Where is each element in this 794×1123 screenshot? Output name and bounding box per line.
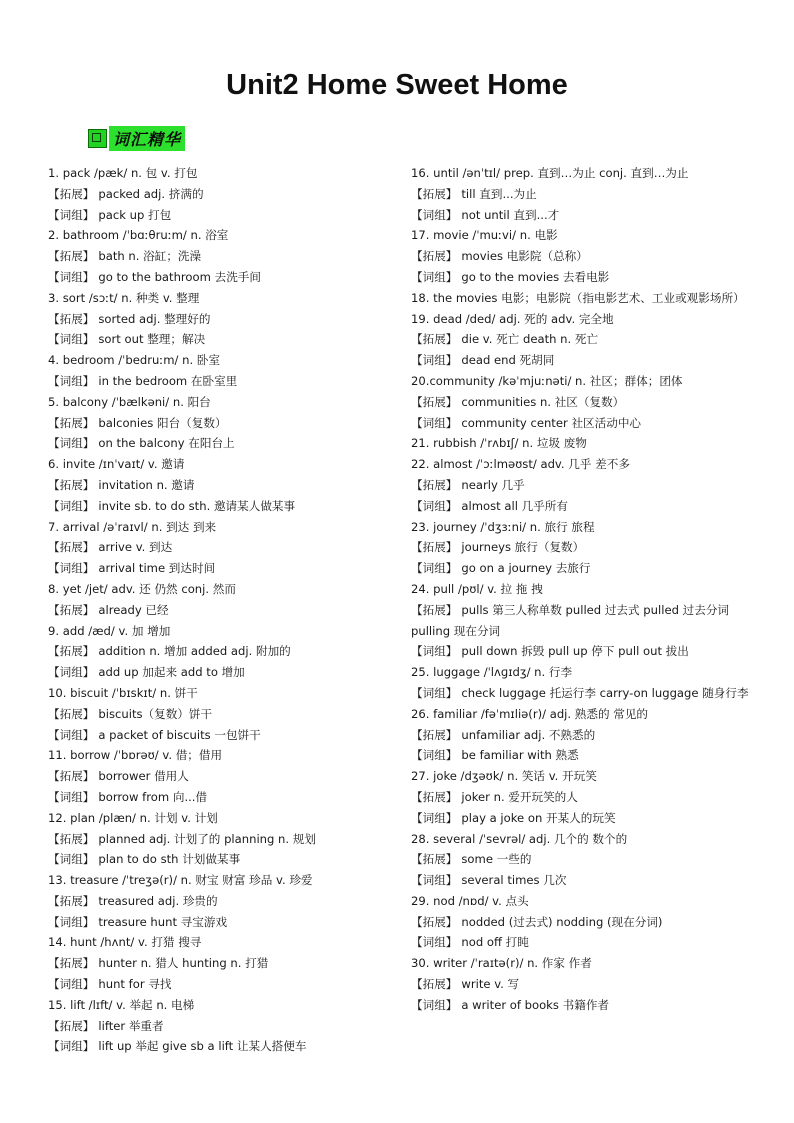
- vocab-detail-line: [48, 704, 408, 725]
- line-tag: 【词组】: [48, 436, 95, 451]
- line-text: bath n. 浴缸；洗澡: [98, 249, 202, 264]
- line-text: treasure hunt 寻宝游戏: [98, 914, 228, 929]
- line-tag: 【拓展】: [48, 1018, 95, 1033]
- line-tag: 【拓展】: [411, 914, 458, 929]
- vocab-entry: [411, 579, 761, 600]
- vocab-detail-line: [48, 787, 408, 808]
- line-text: 16. until /ənˈtɪl/ prep. 直到…为止 conj. 直到…为止: [411, 166, 689, 180]
- vocab-entry: [411, 662, 761, 683]
- vocab-detail-line: [48, 849, 408, 870]
- vocab-entry: [411, 766, 761, 787]
- vocab-detail-line: [411, 974, 761, 995]
- line-tag: 【词组】: [411, 997, 458, 1012]
- vocab-detail-line: [411, 267, 761, 288]
- line-tag: 【词组】: [411, 644, 458, 659]
- line-text: a writer of books 书籍作者: [461, 997, 610, 1012]
- line-text: 27. joke /dʒəʊk/ n. 笑话 v. 开玩笑: [411, 769, 597, 784]
- vocab-entry: [48, 392, 408, 413]
- vocab-detail-line: [48, 475, 408, 496]
- line-tag: 【拓展】: [48, 602, 95, 617]
- line-text: 26. familiar /fəˈmɪliə(r)/ adj. 熟悉的 常见的: [411, 706, 649, 721]
- vocab-detail-line: [411, 870, 761, 891]
- line-text: lifter 举重者: [98, 1018, 164, 1033]
- line-tag: 【词组】: [411, 269, 458, 284]
- line-tag: 【词组】: [48, 1039, 95, 1054]
- vocab-detail-line: [48, 267, 408, 288]
- vocab-column-left: [48, 163, 408, 1057]
- line-text: 17. movie /ˈmuːvi/ n. 电影: [411, 228, 558, 243]
- line-text: 20.community /kəˈmjuːnəti/ n. 社区；群体；团体: [411, 373, 683, 388]
- vocab-detail-line: [48, 953, 408, 974]
- vocab-entry: [48, 683, 408, 704]
- line-text: lift up 举起 give sb a lift 让某人搭便车: [98, 1039, 307, 1054]
- line-tag: 【拓展】: [48, 311, 95, 326]
- line-tag: 【拓展】: [411, 852, 458, 867]
- vocab-column-right: [411, 163, 761, 1016]
- line-text: dead end 死胡同: [461, 353, 555, 368]
- vocab-entry: [411, 309, 761, 330]
- line-text: go on a journey 去旅行: [461, 561, 591, 576]
- line-tag: 【拓展】: [411, 540, 458, 555]
- line-text: on the balcony 在阳台上: [98, 436, 235, 451]
- line-tag: 【词组】: [411, 498, 458, 513]
- vocab-detail-line: [411, 205, 761, 226]
- vocab-detail-line: [411, 995, 761, 1016]
- vocab-entry: [48, 808, 408, 829]
- line-tag: 【词组】: [411, 873, 458, 888]
- line-text: 29. nod /nɒd/ v. 点头: [411, 893, 529, 908]
- line-tag: 【拓展】: [411, 394, 458, 409]
- vocab-entry: [48, 995, 408, 1016]
- vocab-detail-line: [48, 558, 408, 579]
- line-text: arrive v. 到达: [98, 540, 173, 555]
- line-text: borrow from 向...借: [98, 789, 208, 804]
- line-text: community center 社区活动中心: [461, 415, 642, 430]
- vocab-entry: [411, 891, 761, 912]
- line-tag: 【拓展】: [48, 415, 95, 430]
- vocab-detail-line: [48, 496, 408, 517]
- line-text: 1. pack /pæk/ n. 包 v. 打包: [48, 166, 198, 180]
- vocab-entry: [48, 225, 408, 246]
- line-text: communities n. 社区（复数）: [461, 394, 625, 409]
- line-text: invite sb. to do sth. 邀请某人做某事: [98, 498, 296, 513]
- vocab-detail-line: [411, 808, 761, 829]
- line-text: 13. treasure /ˈtreʒə(r)/ n. 财宝 财富 珍品 v. 珍爱: [48, 873, 313, 888]
- line-text: 2. bathroom /ˈbɑːθruːm/ n. 浴室: [48, 228, 229, 243]
- line-tag: 【词组】: [48, 727, 95, 742]
- vocab-detail-line: [411, 537, 761, 558]
- line-tag: 【拓展】: [411, 477, 458, 492]
- line-text: 21. rubbish /ˈrʌbɪʃ/ n. 垃圾 废物: [411, 436, 587, 451]
- vocab-detail-line: [48, 829, 408, 850]
- line-text: nodded (过去式) nodding (现在分词): [461, 914, 663, 929]
- line-tag: 【词组】: [48, 852, 95, 867]
- vocab-entry: [48, 350, 408, 371]
- line-text: till 直到...为止: [461, 186, 537, 201]
- line-text: several times 几次: [461, 873, 567, 888]
- line-tag: 【词组】: [48, 373, 95, 388]
- line-tag: 【拓展】: [48, 831, 95, 846]
- line-text: 28. several /ˈsevrəl/ adj. 几个的 数个的: [411, 831, 628, 846]
- book-icon: [88, 129, 107, 148]
- vocab-entry: [48, 517, 408, 538]
- line-text: 5. balcony /ˈbælkəni/ n. 阳台: [48, 394, 211, 409]
- vocab-detail-line: [48, 205, 408, 226]
- line-text: planned adj. 计划了的 planning n. 规划: [98, 831, 316, 846]
- section-header: [88, 126, 185, 151]
- vocab-detail-line: [411, 912, 761, 933]
- vocab-detail-line: [48, 413, 408, 434]
- vocab-detail-line: [411, 413, 761, 434]
- line-text: sorted adj. 整理好的: [98, 311, 211, 326]
- line-tag: 【拓展】: [48, 249, 95, 264]
- line-tag: 【拓展】: [411, 332, 458, 347]
- line-text: not until 直到...才: [461, 207, 560, 222]
- vocab-detail-line: [411, 496, 761, 517]
- line-tag: 【词组】: [411, 748, 458, 763]
- vocab-detail-line: [48, 329, 408, 350]
- line-text: balconies 阳台（复数）: [98, 415, 227, 430]
- line-tag: 【拓展】: [411, 249, 458, 264]
- line-tag: 【词组】: [411, 810, 458, 825]
- vocab-detail-line: [48, 641, 408, 662]
- line-text: movies 电影院（总称）: [461, 249, 588, 264]
- vocab-entry: [411, 225, 761, 246]
- line-text: 7. arrival /əˈraɪvl/ n. 到达 到来: [48, 519, 217, 534]
- line-text: 10. biscuit /ˈbɪskɪt/ n. 饼干: [48, 685, 198, 700]
- vocab-detail-line: [48, 725, 408, 746]
- vocab-detail-line: [48, 433, 408, 454]
- vocab-detail-line: [48, 662, 408, 683]
- line-text: 18. the movies 电影；电影院（指电影艺术、工业或观影场所）: [411, 290, 745, 305]
- vocab-detail-line: [411, 350, 761, 371]
- line-text: write v. 写: [461, 977, 520, 992]
- vocab-detail-line: [48, 1036, 408, 1057]
- vocab-entry: [48, 163, 408, 184]
- vocab-detail-line: [411, 184, 761, 205]
- vocab-entry: [411, 371, 761, 392]
- vocab-detail-line: [48, 246, 408, 267]
- line-tag: 【词组】: [48, 914, 95, 929]
- line-tag: 【拓展】: [48, 706, 95, 721]
- line-text: biscuits（复数）饼干: [98, 706, 213, 721]
- line-text: pulls 第三人称单数 pulled 过去式 pulled 过去分词 pulling 现在分词: [411, 602, 730, 638]
- vocab-entry: [48, 870, 408, 891]
- line-text: 30. writer /ˈraɪtə(r)/ n. 作家 作者: [411, 956, 592, 971]
- line-text: hunter n. 猎人 hunting n. 打猎: [98, 956, 269, 971]
- vocab-entry: [411, 953, 761, 974]
- vocab-entry: [411, 517, 761, 538]
- line-tag: 【词组】: [48, 665, 95, 680]
- line-tag: 【拓展】: [411, 977, 458, 992]
- line-text: 11. borrow /ˈbɒrəʊ/ v. 借；借用: [48, 748, 223, 763]
- line-text: 19. dead /ded/ adj. 死的 adv. 完全地: [411, 311, 614, 326]
- line-text: invitation n. 邀请: [98, 477, 195, 492]
- line-tag: 【词组】: [411, 561, 458, 576]
- line-text: in the bedroom 在卧室里: [98, 373, 238, 388]
- line-text: unfamiliar adj. 不熟悉的: [461, 727, 596, 742]
- line-text: some 一些的: [461, 852, 532, 867]
- vocab-entry: [48, 288, 408, 309]
- vocab-detail-line: [411, 558, 761, 579]
- line-text: 4. bedroom /ˈbedruːm/ n. 卧室: [48, 353, 221, 368]
- line-text: joker n. 爱开玩笑的人: [461, 789, 578, 804]
- line-tag: 【拓展】: [48, 769, 95, 784]
- vocab-detail-line: [411, 475, 761, 496]
- line-tag: 【词组】: [48, 561, 95, 576]
- vocab-entry: [48, 579, 408, 600]
- line-text: 24. pull /pʊl/ v. 拉 拖 拽: [411, 581, 543, 596]
- line-tag: 【词组】: [411, 207, 458, 222]
- line-tag: 【词组】: [48, 207, 95, 222]
- vocab-detail-line: [48, 537, 408, 558]
- line-tag: 【拓展】: [48, 186, 95, 201]
- line-text: 12. plan /plæn/ n. 计划 v. 计划: [48, 810, 218, 825]
- vocab-detail-line: [48, 309, 408, 330]
- vocab-detail-line: [411, 725, 761, 746]
- line-text: hunt for 寻找: [98, 977, 172, 992]
- line-tag: 【拓展】: [411, 602, 458, 617]
- line-text: 23. journey /ˈdʒɜːni/ n. 旅行 旅程: [411, 519, 595, 534]
- vocab-detail-line: [411, 641, 761, 662]
- line-text: nearly 几乎: [461, 477, 525, 492]
- vocab-detail-line: [48, 184, 408, 205]
- line-text: 9. add /æd/ v. 加 增加: [48, 623, 171, 638]
- vocab-detail-line: [48, 891, 408, 912]
- line-text: check luggage 托运行李 carry-on luggage 随身行李: [461, 685, 749, 700]
- line-text: pack up 打包: [98, 207, 172, 222]
- vocab-entry: [411, 829, 761, 850]
- line-tag: 【词组】: [48, 332, 95, 347]
- vocab-detail-line: [48, 371, 408, 392]
- line-text: already 已经: [98, 602, 169, 617]
- vocab-detail-line: [411, 787, 761, 808]
- line-text: arrival time 到达时间: [98, 561, 216, 576]
- line-text: 25. luggage /ˈlʌɡɪdʒ/ n. 行李: [411, 665, 573, 680]
- vocab-detail-line: [48, 1016, 408, 1037]
- line-tag: 【拓展】: [411, 789, 458, 804]
- vocab-entry: [411, 433, 761, 454]
- line-tag: 【拓展】: [48, 893, 95, 908]
- line-text: 14. hunt /hʌnt/ v. 打猎 搜寻: [48, 935, 202, 950]
- line-text: die v. 死亡 death n. 死亡: [461, 332, 599, 347]
- vocab-detail-line: [411, 246, 761, 267]
- line-tag: 【拓展】: [48, 540, 95, 555]
- line-text: packed adj. 挤满的: [98, 186, 204, 201]
- vocab-detail-line: [411, 745, 761, 766]
- line-text: 3. sort /sɔːt/ n. 种类 v. 整理: [48, 290, 200, 305]
- line-text: nod off 打盹: [461, 935, 529, 950]
- vocab-entry: [411, 163, 761, 184]
- line-text: a packet of biscuits 一包饼干: [98, 727, 261, 742]
- vocab-entry: [411, 704, 761, 725]
- line-tag: 【拓展】: [411, 186, 458, 201]
- line-tag: 【词组】: [411, 935, 458, 950]
- line-tag: 【词组】: [411, 415, 458, 430]
- line-text: addition n. 增加 added adj. 附加的: [98, 644, 291, 659]
- line-tag: 【拓展】: [48, 477, 95, 492]
- line-text: pull down 拆毁 pull up 停下 pull out 拔出: [461, 644, 689, 659]
- line-text: add up 加起来 add to 增加: [98, 665, 245, 680]
- line-tag: 【词组】: [411, 353, 458, 368]
- section-title: 词汇精华: [109, 126, 185, 151]
- line-text: 6. invite /ɪnˈvaɪt/ v. 邀请: [48, 457, 185, 472]
- line-text: go to the bathroom 去洗手间: [98, 269, 261, 284]
- line-tag: 【拓展】: [411, 727, 458, 742]
- line-tag: 【词组】: [411, 685, 458, 700]
- vocab-entry: [48, 932, 408, 953]
- line-text: plan to do sth 计划做某事: [98, 852, 241, 867]
- line-tag: 【拓展】: [48, 956, 95, 971]
- vocab-entry: [48, 621, 408, 642]
- vocab-detail-line: [48, 912, 408, 933]
- line-text: sort out 整理；解决: [98, 332, 206, 347]
- line-text: 15. lift /lɪft/ v. 举起 n. 电梯: [48, 997, 195, 1012]
- vocab-detail-line: [48, 600, 408, 621]
- vocab-entry: [411, 288, 761, 309]
- line-tag: 【词组】: [48, 789, 95, 804]
- vocab-entry: [48, 745, 408, 766]
- vocab-detail-line: [411, 683, 761, 704]
- vocab-detail-line: [48, 766, 408, 787]
- vocab-detail-line: [411, 600, 761, 642]
- line-tag: 【词组】: [48, 977, 95, 992]
- vocab-detail-line: [411, 849, 761, 870]
- line-text: go to the movies 去看电影: [461, 269, 610, 284]
- line-text: almost all 几乎所有: [461, 498, 568, 513]
- vocab-entry: [411, 454, 761, 475]
- line-tag: 【词组】: [48, 498, 95, 513]
- vocab-detail-line: [411, 392, 761, 413]
- line-text: 8. yet /jet/ adv. 还 仍然 conj. 然而: [48, 581, 236, 596]
- line-text: journeys 旅行（复数）: [461, 540, 585, 555]
- line-text: borrower 借用人: [98, 769, 189, 784]
- vocab-entry: [48, 454, 408, 475]
- line-text: treasured adj. 珍贵的: [98, 893, 218, 908]
- page-title: Unit2 Home Sweet Home: [226, 69, 568, 101]
- vocab-detail-line: [411, 932, 761, 953]
- line-tag: 【词组】: [48, 269, 95, 284]
- line-text: 22. almost /ˈɔːlməʊst/ adv. 几乎 差不多: [411, 457, 630, 472]
- line-text: be familiar with 熟悉: [461, 748, 579, 763]
- line-text: play a joke on 开某人的玩笑: [461, 810, 616, 825]
- line-tag: 【拓展】: [48, 644, 95, 659]
- vocab-detail-line: [411, 329, 761, 350]
- vocab-detail-line: [48, 974, 408, 995]
